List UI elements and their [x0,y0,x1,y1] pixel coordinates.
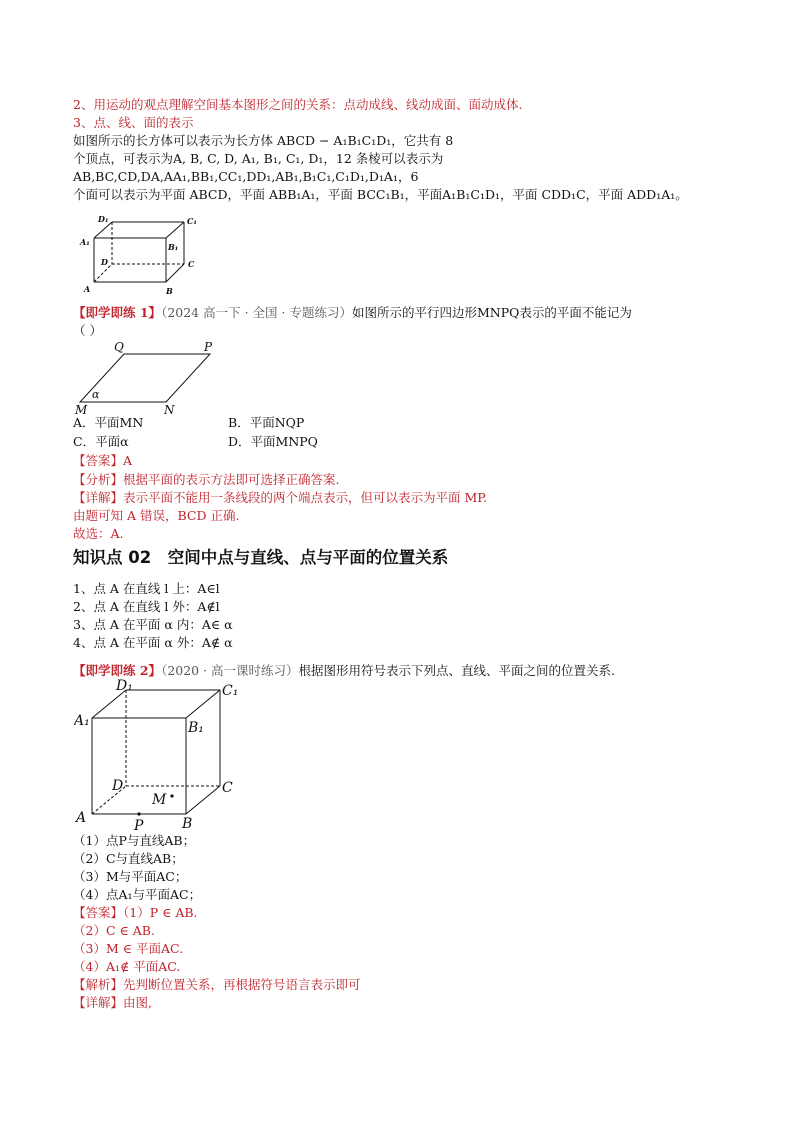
relation-item-3: 3、点 A 在平面 α 内：A∈ α [73,617,233,632]
fig3-label-B1: B₁ [188,720,204,736]
fig3-label-A1: A₁ [74,713,90,729]
option-a[interactable] [73,414,143,432]
option-d[interactable] [228,433,318,451]
fig1-label-B1: B₁ [168,242,179,252]
practice1-detail-text: 表示平面不能用一条线段的两个端点表示，但可以表示为平面 MP. [123,490,488,505]
section-heading: 知识点 02 空间中点与直线、点与平面的位置关系 [73,548,449,567]
practice2-answer-2: （2）C ∈ AB. [73,923,155,938]
fig1-label-D1: D₁ [98,214,109,224]
intro-line-2: 3、点、线、面的表示 [73,115,194,130]
fig3-label-D1: D₁ [116,678,133,694]
option-d-key: D． [228,434,251,449]
option-a-key: A． [73,415,95,430]
practice2-answer-3: （3）M ∈ 平面AC. [73,941,184,956]
practice2-answer-4: （4）A₁∉ 平面AC. [73,959,181,974]
practice1-answer-tag: 【答案】 [73,453,124,468]
fig1-label-C: C [188,259,195,269]
fig1-label-C1: C₁ [187,216,197,226]
fig3-label-A: A [76,810,87,826]
practice2-answer-1 [73,904,198,922]
option-a-text: 平面MN [94,415,144,430]
practice2-detail-tag: 【详解】 [73,995,124,1010]
fig3-label-M: M [152,792,167,808]
practice2-answer-tag: 【答案】 [73,905,124,920]
practice2-analysis-text: 先判断位置关系，再根据符号语言表示即可 [123,977,361,992]
option-d-text: 平面MNPQ [250,434,318,449]
cube-figure [74,676,244,832]
practice1-analysis-text: 根据平面的表示方法即可选择正确答案. [123,472,340,487]
fig2-label-M: M [75,403,88,416]
fig1-label-A1: A₁ [80,237,90,247]
option-b[interactable] [228,414,304,432]
practice1-answer [73,452,132,470]
fig2-label-N: N [164,403,175,416]
practice2-tag: 【即学即练 2】 [73,663,162,678]
relation-item-4: 4、点 A 在平面 α 外：A∉ α [73,635,233,650]
practice1-answer-value: A [123,453,133,468]
practice2-analysis [73,976,361,994]
practice2-source: （2020 · 高一课时练习） [161,663,299,678]
practice2-item-4: （4）点A₁与平面AC； [73,887,202,902]
fig2-label-alpha: α [92,388,100,401]
practice2-detail [73,994,152,1012]
fig3-label-B: B [182,816,193,832]
intro-line-1: 2、用运动的观点理解空间基本图形之间的关系：点动成线、线动成面、面动成体. [73,97,523,112]
practice1-question-text: 如图所示的平行四边形MNPQ表示的平面不能记为 [351,305,632,320]
fig3-label-P: P [134,818,144,832]
practice2-item-3: （3）M与平面AC； [73,869,188,884]
practice1-choose: 故选：A. [73,526,124,541]
option-b-key: B． [228,415,250,430]
practice2-detail-text: 由图, [123,995,152,1010]
cuboid-figure [74,210,214,296]
fig3-label-C1: C₁ [222,683,239,699]
intro-line-3: 如图所示的长方体可以表示为长方体 ABCD − A₁B₁C₁D₁，它共有 8 [73,133,454,148]
practice1-detail [73,489,487,507]
fig3-label-C: C [222,780,233,796]
fig1-label-A: A [84,284,91,294]
practice1-detail-2: 由题可知 A 错误，BCD 正确. [73,508,240,523]
fig1-label-B: B [166,286,173,296]
practice1-analysis-tag: 【分析】 [73,472,124,487]
option-b-text: 平面NQP [249,415,305,430]
intro-line-5: AB,BC,CD,DA,AA₁,BB₁,CC₁,DD₁,AB₁,B₁C₁,C₁D₁,D₁A₁，6 [73,169,419,184]
option-c-key: C． [73,434,96,449]
practice2-item-2: （2）C与直线AB； [73,851,184,866]
relation-item-1: 1、点 A 在直线 l 上：A∈l [73,581,220,596]
practice1-detail-tag: 【详解】 [73,490,124,505]
practice2-question-text: 根据图形用符号表示下列点、直线、平面之间的位置关系. [298,663,616,678]
practice2-analysis-tag: 【解析】 [73,977,124,992]
option-c[interactable] [73,433,129,451]
fig3-label-D: D [112,778,124,794]
practice1-source: （2024 高一下 · 全国 · 专题练习） [161,305,352,320]
relation-item-2: 2、点 A 在直线 l 外：A∉l [73,599,220,614]
fig2-label-P: P [204,340,213,354]
practice1-analysis [73,471,340,489]
intro-line-6: 个面可以表示为平面 ABCD，平面 ABB₁A₁，平面 BCC₁B₁，平面A₁B₁C₁D₁，平面 CDD₁C，平面 ADD₁A₁。 [73,187,688,202]
fig1-label-D: D [101,257,108,267]
practice2-answer-1-text: （1）P ∈ AB. [123,905,198,920]
option-c-text: 平面α [95,434,129,449]
practice1-tag: 【即学即练 1】 [73,305,162,320]
practice1-question [73,304,632,322]
intro-line-4: 个顶点，可表示为A, B, C, D, A₁, B₁, C₁, D₁，12 条棱可以表示为 [73,151,444,166]
parallelogram-figure [74,340,224,416]
practice2-item-1: （1）点P与直线AB； [73,833,196,848]
fig2-label-Q: Q [114,340,124,354]
practice1-paren: （ ） [73,323,102,338]
